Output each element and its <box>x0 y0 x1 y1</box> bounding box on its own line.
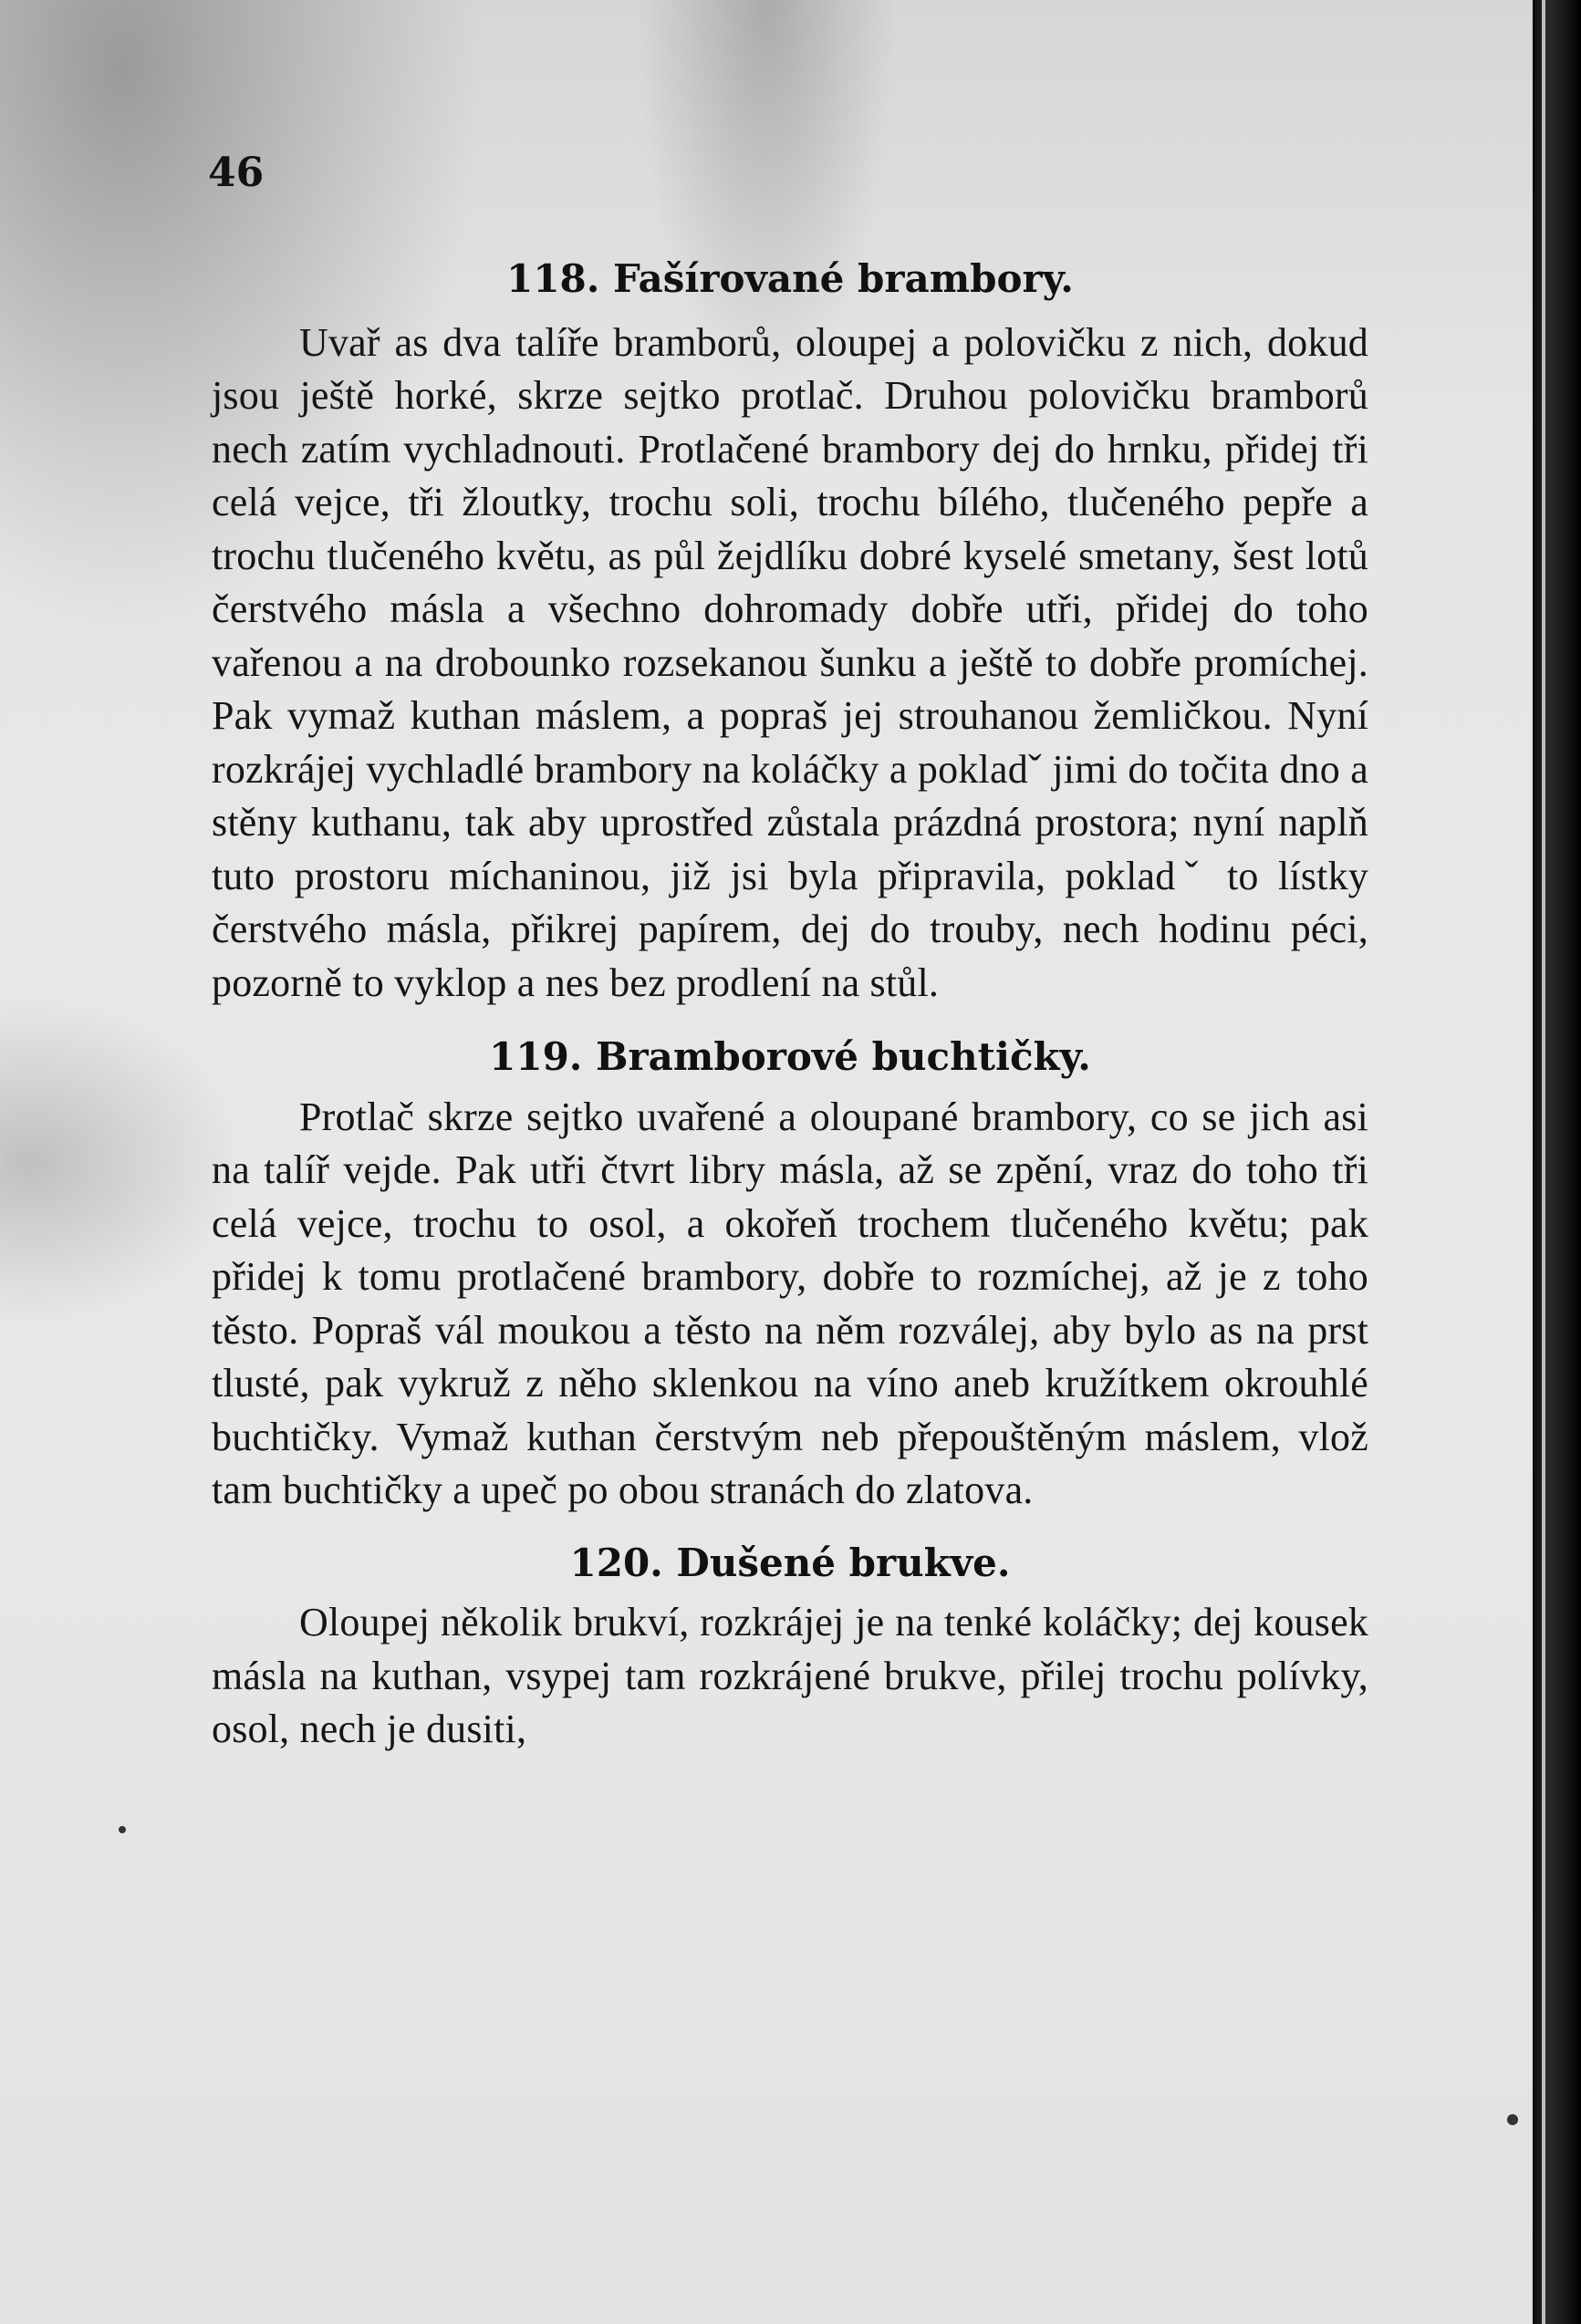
recipe-119-title: 119. Bramborové buchtičky. <box>489 1034 1091 1079</box>
scan-speck <box>119 1826 126 1833</box>
book-page <box>208 137 1368 1757</box>
recipe-120-text: Oloupej několik brukví, rozkrájej je na tenké koláčky; dej kousek másla na kuthan, vsypej tam rozkrájené brukve, přilej trochu polívky, osol, nech je dusiti, <box>212 1600 1368 1751</box>
recipe-118-title: 118. Fašírované brambory. <box>506 256 1074 301</box>
scan-speck <box>1507 2114 1518 2125</box>
recipe-118-text: Uvař as dva talíře bramborů, oloupej a polovičku z nich, dokud jsou ještě horké, skrze sejtko protlač. Druhou polovičku bramborů nech zatím vychladnouti. Protlačené brambory dej do hrnku, přidej tři celá vejce, tři žloutky, trochu soli, trochu bílého, tlučeného pepře a trochu tlučeného květu, as půl žejdlíku dobré kyselé smetany, šest lotů čerstvého másla a všechno dohromady dobře utři, přidej do toho vařenou a na drobounko rozsekanou šunku a ještě to dobře promíchej. Pak vymaž kuthan máslem, a popraš jej strouhanou žemličkou. Nyní rozkrájej vychladlé brambory na koláčky a pokladˇ jimi do točita dno a stěny kuthanu, tak aby uprostřed zůstala prázdná prostora; nyní naplň tuto prostoru míchaninou, již jsi byla připravila, pokladˇ to lístky čerstvého másla, přikrej papírem, dej do trouby, nech hodinu péci, pozorně to vyklop a nes bez prodlení na stůl. <box>212 319 1368 1005</box>
page-number: 46 <box>208 150 265 196</box>
recipe-120-title: 120. Dušené brukve. <box>569 1540 1011 1585</box>
recipe-119-text: Protlač skrze sejtko uvařené a oloupané brambory, co se jich asi na talíř vejde. Pak utři čtvrt libry másla, až se zpění, vraz do toho tři celá vejce, trochu to osol, a okořeň trochem tlučeného květu; pak přidej k tomu protlačené brambory, dobře to rozmíchej, až je z toho těsto. Popraš vál moukou a těsto na něm rozválej, aby bylo as na prst tlusté, pak vykruž z něho sklenkou na víno aneb kružítkem okrouhlé buchtičky. Vymaž kuthan čerstvým neb přepouštěným máslem, vlož tam buchtičky a upeč po obou stranách do zlatova. <box>212 1094 1368 1512</box>
page-edge-line <box>1542 0 1545 2324</box>
